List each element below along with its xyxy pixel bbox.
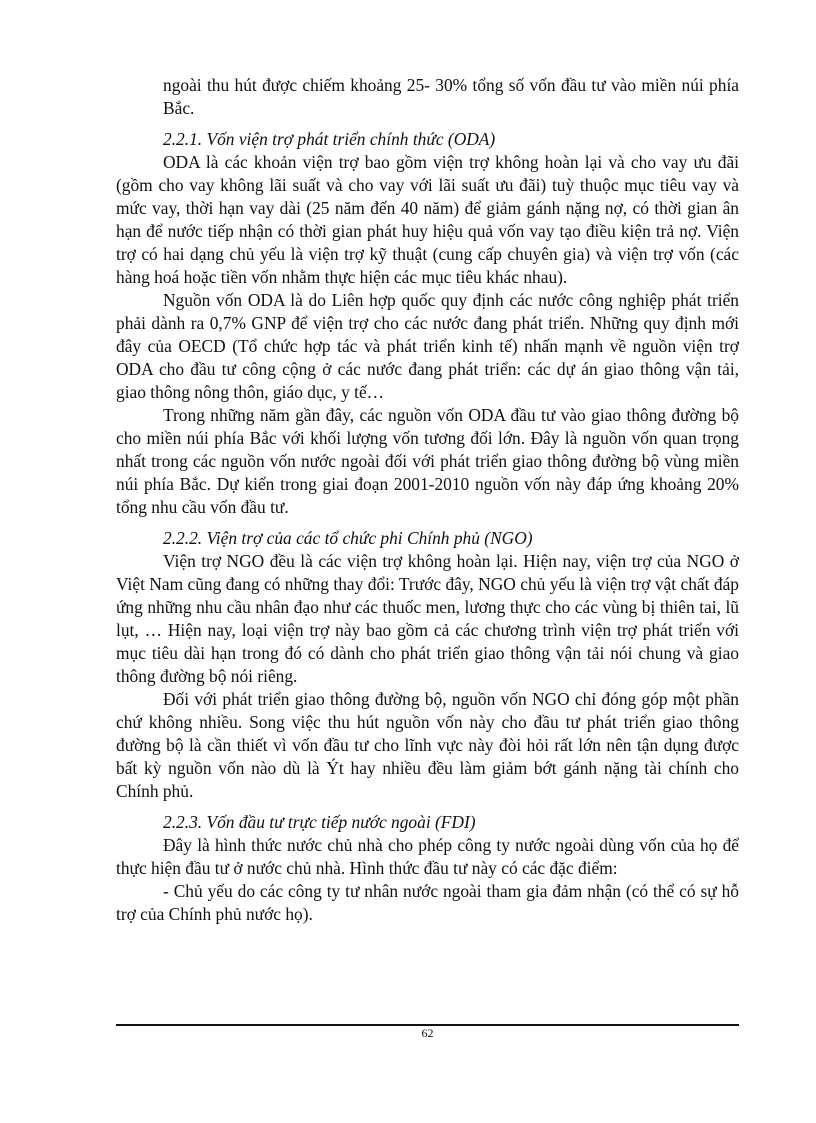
- section-heading-ngo: 2.2.2. Viện trợ của các tổ chức phi Chính phủ (NGO): [163, 528, 533, 548]
- document-body: [116, 74, 739, 926]
- paragraph-continuation: ngoài thu hút được chiếm khoảng 25- 30% tổng số vốn đầu tư vào miền núi phía Bắc.: [163, 75, 739, 118]
- paragraph-ngo-contribution: Đối với phát triển giao thông đường bộ, nguồn vốn NGO chỉ đóng góp một phần chứ không nhiều. Song việc thu hút nguồn vốn này cho đầu tư phát triển giao thông đường bộ là cần thiết vì vốn đầu tư cho lĩnh vực này đòi hỏi rất lớn nên tận dụng được bất kỳ nguồn vốn nào dù là Ýt hay nhiều đều làm giảm bớt gánh nặng tài chính cho Chính phủ.: [116, 689, 739, 801]
- paragraph-ngo-aid: Viện trợ NGO đều là các viện trợ không hoàn lại. Hiện nay, viện trợ của NGO ở Việt Nam cũng đang có những thay đổi: Trước đây, NGO chủ yếu là viện trợ vật chất đáp ứng những nhu cầu nhân đạo như các thuốc men, lương thực cho các vùng bị thiên tai, lũ lụt, … Hiện nay, loại viện trợ này bao gồm cả các chương trình viện trợ phát triển với mục tiêu dài hạn trong đó có dành cho phát triển giao thông vận tải nói chung và giao thông đường bộ nói riêng.: [116, 551, 739, 686]
- paragraph-fdi-feature: - Chủ yếu do các công ty tư nhân nước ngoài tham gia đảm nhận (có thể có sự hỗ trợ của Chính phủ nước họ).: [116, 881, 739, 924]
- page-number: 62: [421, 1026, 434, 1040]
- section-heading-oda: 2.2.1. Vốn viện trợ phát triển chính thức (ODA): [163, 129, 496, 149]
- paragraph-oda-recent: Trong những năm gần đây, các nguồn vốn ODA đầu tư vào giao thông đường bộ cho miền núi phía Bắc với khối lượng vốn tương đối lớn. Đây là nguồn vốn quan trọng nhất trong các nguồn vốn nước ngoài đối với phát triển giao thông đường bộ vùng miền núi phía Bắc. Dự kiến trong giai đoạn 2001-2010 nguồn vốn này đáp ứng khoảng 20% tổng nhu cầu vốn đầu tư.: [116, 405, 739, 517]
- section-heading-fdi: 2.2.3. Vốn đầu tư trực tiếp nước ngoài (FDI): [163, 812, 476, 832]
- paragraph-oda-source: Nguồn vốn ODA là do Liên hợp quốc quy định các nước công nghiệp phát triển phải dành ra 0,7% GNP để viện trợ cho các nước đang phát triển. Những quy định mới đây của OECD (Tổ chức hợp tác và phát triển kinh tế) nhấn mạnh về nguồn viện trợ ODA cho đầu tư công cộng ở các nước đang phát triển: các dự án giao thông vận tải, giao thông nông thôn, giáo dục, y tế…: [116, 290, 739, 402]
- paragraph-oda-definition: ODA là các khoản viện trợ bao gồm viện trợ không hoàn lại và cho vay ưu đãi (gồm cho vay không lãi suất và cho vay với lãi suất ưu đãi) tuỳ thuộc mục tiêu vay và mức vay, thời hạn vay dài (25 năm đến 40 năm) để giảm gánh nặng nợ, có thời gian ân hạn để nước tiếp nhận có thời gian phát huy hiệu quả vốn vay tạo điều kiện trả nợ. Viện trợ có hai dạng chủ yếu là viện trợ kỹ thuật (cung cấp chuyên gia) và viện trợ vốn (các hàng hoá hoặc tiền vốn nhằm thực hiện các mục tiêu khác nhau).: [116, 152, 739, 287]
- paragraph-fdi-definition: Đây là hình thức nước chủ nhà cho phép công ty nước ngoài dùng vốn của họ để thực hiện đầu tư ở nước chủ nhà. Hình thức đầu tư này có các đặc điểm:: [116, 835, 739, 878]
